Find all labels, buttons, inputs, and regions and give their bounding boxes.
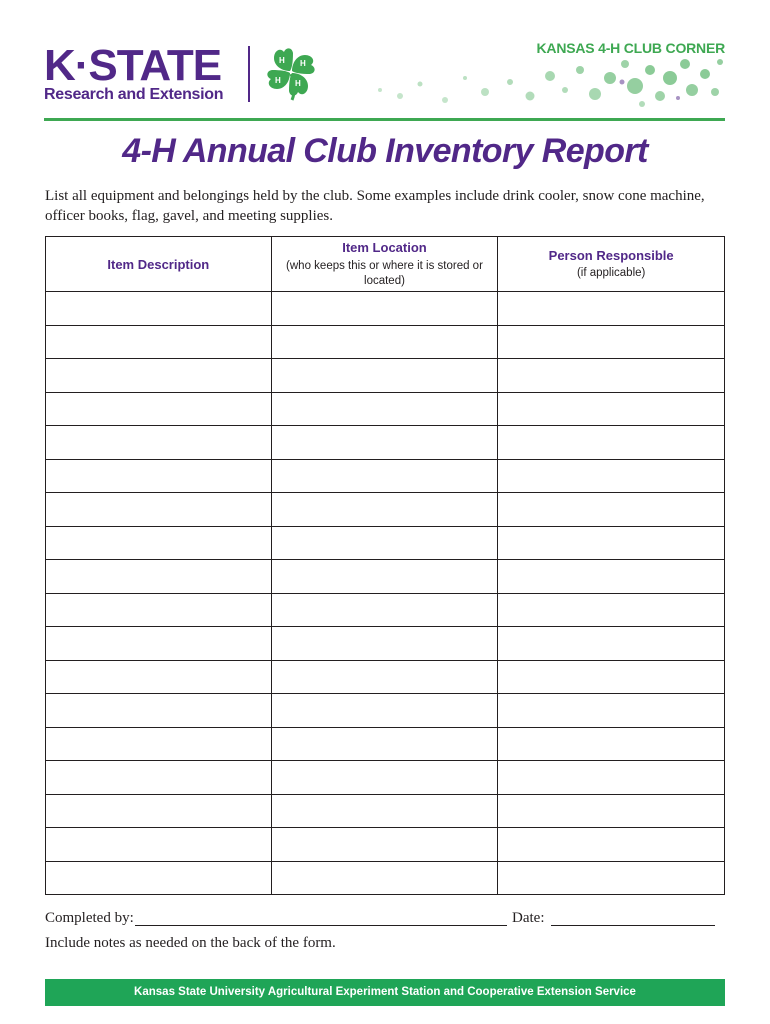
item-location-cell[interactable] xyxy=(271,761,498,795)
person-responsible-cell[interactable] xyxy=(498,794,725,828)
item-description-cell[interactable] xyxy=(46,459,272,493)
header-rule xyxy=(44,118,725,121)
table-row xyxy=(46,459,725,493)
person-responsible-cell[interactable] xyxy=(498,694,725,728)
date-label: Date: xyxy=(512,910,545,926)
completed-by-label: Completed by: xyxy=(45,910,134,926)
table-row xyxy=(46,727,725,761)
person-responsible-cell[interactable] xyxy=(498,593,725,627)
person-responsible-cell[interactable] xyxy=(498,727,725,761)
table-row xyxy=(46,828,725,862)
item-location-cell[interactable] xyxy=(271,359,498,393)
table-row xyxy=(46,627,725,661)
item-location-cell[interactable] xyxy=(271,828,498,862)
person-responsible-cell[interactable] xyxy=(498,660,725,694)
table-row xyxy=(46,660,725,694)
item-location-cell[interactable] xyxy=(271,660,498,694)
item-description-cell[interactable] xyxy=(46,560,272,594)
person-responsible-cell[interactable] xyxy=(498,426,725,460)
item-location-cell[interactable] xyxy=(271,694,498,728)
item-location-cell[interactable] xyxy=(271,861,498,895)
person-responsible-cell[interactable] xyxy=(498,828,725,862)
item-location-cell[interactable] xyxy=(271,325,498,359)
table-row xyxy=(46,359,725,393)
item-description-cell[interactable] xyxy=(46,359,272,393)
item-description-cell[interactable] xyxy=(46,292,272,326)
person-responsible-cell[interactable] xyxy=(498,526,725,560)
item-location-cell[interactable] xyxy=(271,493,498,527)
item-description-cell[interactable] xyxy=(46,493,272,527)
item-description-cell[interactable] xyxy=(46,828,272,862)
table-row xyxy=(46,593,725,627)
item-description-cell[interactable] xyxy=(46,325,272,359)
svg-text:H: H xyxy=(295,79,301,88)
4h-clover-icon xyxy=(262,44,320,102)
person-responsible-cell[interactable] xyxy=(498,560,725,594)
item-description-cell[interactable] xyxy=(46,426,272,460)
item-description-cell[interactable] xyxy=(46,593,272,627)
column-title: Person Responsible xyxy=(548,248,674,263)
kstate-logo xyxy=(44,41,224,104)
column-header-item-description xyxy=(46,237,272,292)
column-title: Item Location xyxy=(342,240,427,255)
completed-by-row xyxy=(45,910,725,927)
table-row xyxy=(46,560,725,594)
column-header-person-responsible xyxy=(498,237,725,292)
person-responsible-cell[interactable] xyxy=(498,359,725,393)
column-title: Item Description xyxy=(107,257,210,272)
item-location-cell[interactable] xyxy=(271,292,498,326)
item-description-cell[interactable] xyxy=(46,627,272,661)
item-description-cell[interactable] xyxy=(46,794,272,828)
person-responsible-cell[interactable] xyxy=(498,392,725,426)
corner-label: KANSAS 4-H CLUB CORNER xyxy=(536,40,725,56)
table-row xyxy=(46,292,725,326)
table-row xyxy=(46,526,725,560)
item-description-cell[interactable] xyxy=(46,660,272,694)
item-location-cell[interactable] xyxy=(271,459,498,493)
item-description-cell[interactable] xyxy=(46,761,272,795)
table-row xyxy=(46,392,725,426)
person-responsible-cell[interactable] xyxy=(498,761,725,795)
person-responsible-cell[interactable] xyxy=(498,493,725,527)
item-location-cell[interactable] xyxy=(271,794,498,828)
column-header-item-location xyxy=(271,237,498,292)
logo-wordmark: K·STATE xyxy=(44,41,222,90)
item-description-cell[interactable] xyxy=(46,694,272,728)
item-description-cell[interactable] xyxy=(46,727,272,761)
logo-subtitle: Research and Extension xyxy=(44,86,224,103)
inventory-table xyxy=(45,236,725,895)
item-location-cell[interactable] xyxy=(271,560,498,594)
item-location-cell[interactable] xyxy=(271,727,498,761)
table-row xyxy=(46,761,725,795)
logo-divider xyxy=(248,46,250,102)
item-location-cell[interactable] xyxy=(271,593,498,627)
person-responsible-cell[interactable] xyxy=(498,459,725,493)
date-field[interactable] xyxy=(551,925,715,926)
person-responsible-cell[interactable] xyxy=(498,325,725,359)
notes-text: Include notes as needed on the back of the form. xyxy=(45,935,336,951)
table-row xyxy=(46,493,725,527)
item-location-cell[interactable] xyxy=(271,627,498,661)
table-row xyxy=(46,694,725,728)
person-responsible-cell[interactable] xyxy=(498,861,725,895)
item-location-cell[interactable] xyxy=(271,426,498,460)
column-subtitle: (if applicable) xyxy=(576,267,646,279)
item-description-cell[interactable] xyxy=(46,392,272,426)
item-location-cell[interactable] xyxy=(271,526,498,560)
item-description-cell[interactable] xyxy=(46,861,272,895)
table-row xyxy=(46,861,725,895)
footer-bar: Kansas State University Agricultural Experiment Station and Cooperative Extension Service xyxy=(45,979,725,1006)
column-subtitle: (who keeps this or where it is stored or located) xyxy=(286,260,483,287)
item-location-cell[interactable] xyxy=(271,392,498,426)
page-title: 4-H Annual Club Inventory Report xyxy=(122,132,648,170)
svg-text:H: H xyxy=(300,59,306,68)
person-responsible-cell[interactable] xyxy=(498,627,725,661)
intro-text: List all equipment and belongings held by the club. Some examples include drink cooler, snow cone machine, officer books, flag, gavel, and meeting supplies. xyxy=(45,188,705,224)
table-row xyxy=(46,325,725,359)
svg-text:H: H xyxy=(279,56,285,65)
decorative-dots xyxy=(360,56,730,112)
person-responsible-cell[interactable] xyxy=(498,292,725,326)
item-description-cell[interactable] xyxy=(46,526,272,560)
completed-by-field[interactable] xyxy=(135,925,507,926)
table-row xyxy=(46,426,725,460)
svg-text:H: H xyxy=(275,76,281,85)
table-row xyxy=(46,794,725,828)
